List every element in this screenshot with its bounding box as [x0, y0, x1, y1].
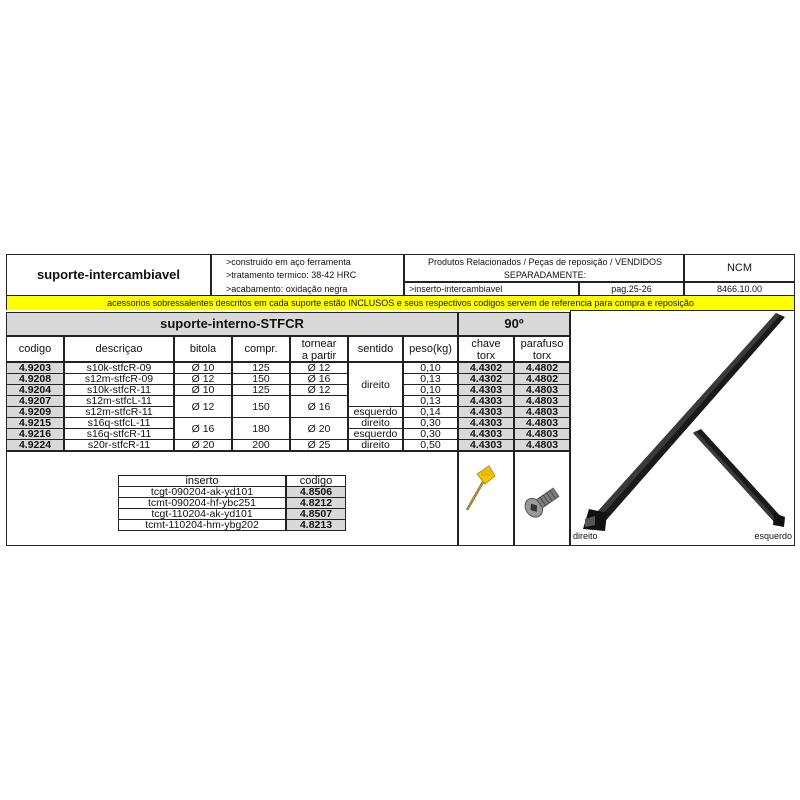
sentido-cell: direito [348, 362, 403, 407]
row-chave: 4.4302 [458, 362, 514, 374]
row-codigo: 4.9209 [6, 406, 64, 418]
col-parafuso-line2: torx [532, 350, 552, 362]
row-descricao: s12m-stfcR-11 [64, 406, 174, 418]
row-descricao: s10k-stfcR-09 [64, 362, 174, 374]
row-peso: 0,50 [403, 439, 458, 451]
col-chave-line1: chave [471, 338, 501, 350]
sentido-cell: direito [348, 439, 403, 451]
compr-cell: 150 [232, 395, 290, 418]
insert-name: tcmt-090204-hf-ybc251 [118, 497, 286, 509]
torx-screw-icon [515, 452, 569, 545]
insert-name: tcgt-090204-ak-yd101 [118, 486, 286, 498]
compr-cell: 150 [232, 373, 290, 385]
col-bitola: bitola [174, 336, 232, 362]
sentido-cell: esquerdo [348, 406, 403, 418]
boring-bar-icon [571, 311, 794, 545]
col-tornear-line1: tornear [301, 338, 337, 350]
insert-name: tcmt-110204-hm-ybg202 [118, 519, 286, 531]
sentido-cell: direito [348, 417, 403, 429]
table-title: suporte-interno-STFCR [6, 312, 458, 336]
row-codigo: 4.9216 [6, 428, 64, 440]
bitola-cell: Ø 12 [174, 395, 232, 418]
torx-key-picture [458, 451, 514, 546]
product-photo [570, 310, 795, 546]
col-parafuso-line1: parafuso [520, 338, 564, 350]
row-peso: 0,13 [403, 373, 458, 385]
feature-1: >construido em aço ferramenta [226, 257, 351, 267]
col-parafuso [514, 336, 570, 362]
feature-3: >acabamento: oxidação negra [226, 284, 348, 294]
ncm-label: NCM [684, 254, 795, 282]
insert-code: 4.8507 [286, 508, 346, 520]
row-peso: 0,30 [403, 417, 458, 429]
torx-key-icon [459, 452, 513, 545]
related-line-1: Produtos Relacionados / Peças de reposição / VENDIDOS [427, 257, 663, 267]
related-item: >inserto-intercambiavel [404, 282, 579, 296]
tornear-cell: Ø 20 [290, 417, 348, 440]
compr-cell: 180 [232, 417, 290, 440]
row-parafuso: 4.4803 [514, 417, 570, 429]
tornear-cell: Ø 12 [290, 362, 348, 374]
col-peso: peso(kg) [403, 336, 458, 362]
insert-name: tcgt-110204-ak-yd101 [118, 508, 286, 520]
row-parafuso: 4.4803 [514, 384, 570, 396]
row-parafuso: 4.4802 [514, 362, 570, 374]
col-codigo: codigo [6, 336, 64, 362]
label-esquerdo: esquerdo [754, 531, 792, 541]
col-tornear-line2: a partir [301, 350, 337, 362]
bitola-cell: Ø 12 [174, 373, 232, 385]
row-parafuso: 4.4803 [514, 428, 570, 440]
related-products-box [404, 254, 684, 282]
bitola-cell: Ø 10 [174, 384, 232, 396]
row-chave: 4.4303 [458, 395, 514, 407]
insert-code: 4.8212 [286, 497, 346, 509]
tornear-cell: Ø 25 [290, 439, 348, 451]
col-sentido: sentido [348, 336, 403, 362]
row-descricao: s16q-stfcL-11 [64, 417, 174, 429]
row-codigo: 4.9207 [6, 395, 64, 407]
insert-header-name: inserto [118, 475, 286, 487]
row-codigo: 4.9215 [6, 417, 64, 429]
insert-header-code: codigo [286, 475, 346, 487]
col-tornear [290, 336, 348, 362]
bitola-cell: Ø 16 [174, 417, 232, 440]
col-compr: compr. [232, 336, 290, 362]
related-page: pag.25-26 [579, 282, 684, 296]
sentido-cell: esquerdo [348, 428, 403, 440]
row-peso: 0,10 [403, 384, 458, 396]
row-parafuso: 4.4803 [514, 395, 570, 407]
angle-label: 90º [458, 312, 570, 336]
row-descricao: s10k-stfcR-11 [64, 384, 174, 396]
row-codigo: 4.9224 [6, 439, 64, 451]
row-descricao: s16q-stfcR-11 [64, 428, 174, 440]
bitola-cell: Ø 10 [174, 362, 232, 374]
col-chave [458, 336, 514, 362]
insert-code: 4.8506 [286, 486, 346, 498]
row-descricao: s20r-stfcR-11 [64, 439, 174, 451]
insert-code: 4.8213 [286, 519, 346, 531]
col-descricao: descriçao [64, 336, 174, 362]
row-chave: 4.4303 [458, 406, 514, 418]
bitola-cell: Ø 20 [174, 439, 232, 451]
row-parafuso: 4.4802 [514, 373, 570, 385]
row-peso: 0,10 [403, 362, 458, 374]
product-name: suporte-intercambiavel [6, 254, 211, 296]
compr-cell: 125 [232, 384, 290, 396]
features-box [211, 254, 404, 296]
tornear-cell: Ø 12 [290, 384, 348, 396]
row-parafuso: 4.4803 [514, 406, 570, 418]
col-chave-line2: torx [476, 350, 496, 362]
row-chave: 4.4303 [458, 417, 514, 429]
row-peso: 0,30 [403, 428, 458, 440]
feature-2: >tratamento termico: 38-42 HRC [226, 270, 357, 280]
notice-banner: acessorios sobressalentes descritos em cada suporte estão INCLUSOS e seus respectivos codigos servem de referencia para compra e reposição [6, 296, 795, 310]
row-chave: 4.4303 [458, 384, 514, 396]
row-descricao: s12m-stfcR-09 [64, 373, 174, 385]
label-direito: direito [573, 531, 598, 541]
row-chave: 4.4303 [458, 439, 514, 451]
compr-cell: 125 [232, 362, 290, 374]
related-line-2: SEPARADAMENTE: [503, 270, 587, 280]
row-descricao: s12m-stfcL-11 [64, 395, 174, 407]
product-sheet [6, 254, 795, 546]
ncm-value: 8466.10.00 [684, 282, 795, 296]
row-parafuso: 4.4803 [514, 439, 570, 451]
row-codigo: 4.9203 [6, 362, 64, 374]
row-codigo: 4.9204 [6, 384, 64, 396]
row-codigo: 4.9208 [6, 373, 64, 385]
row-peso: 0,13 [403, 395, 458, 407]
tornear-cell: Ø 16 [290, 395, 348, 418]
row-peso: 0,14 [403, 406, 458, 418]
compr-cell: 200 [232, 439, 290, 451]
torx-screw-picture [514, 451, 570, 546]
row-chave: 4.4302 [458, 373, 514, 385]
tornear-cell: Ø 16 [290, 373, 348, 385]
row-chave: 4.4303 [458, 428, 514, 440]
